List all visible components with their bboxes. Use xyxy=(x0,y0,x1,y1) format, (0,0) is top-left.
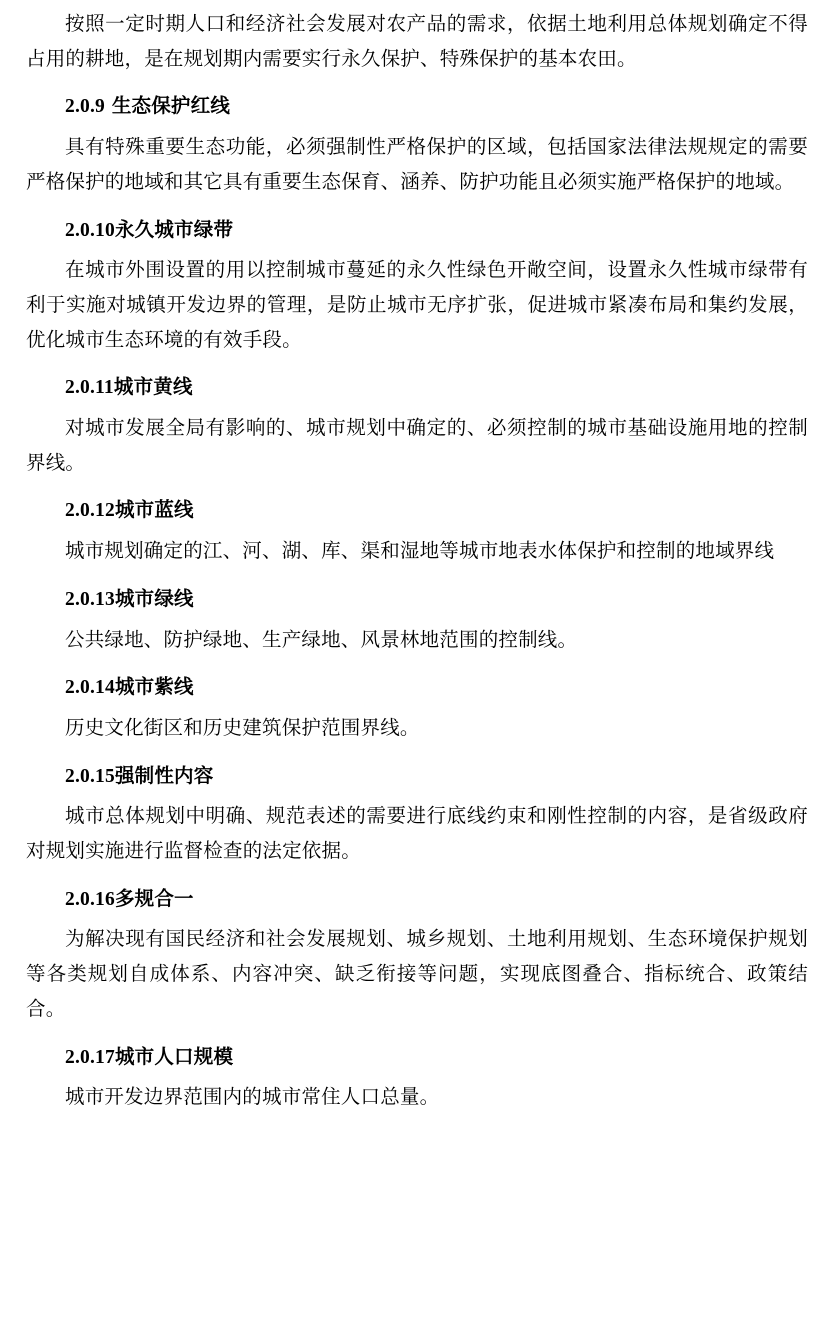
section-heading xyxy=(26,371,808,406)
section-title: 城市蓝线 xyxy=(114,500,194,522)
section-title: 城市绿线 xyxy=(114,588,194,610)
section-title: 城市人口规模 xyxy=(114,1046,234,1068)
section-heading xyxy=(26,883,808,918)
paragraph: 城市开发边界范围内的城市常住人口总量。 xyxy=(65,1087,440,1109)
paragraph: 城市总体规划中明确、规范表述的需要进行底线约束和刚性控制的内容，是省级政府对规划实施进行监督检查的法定依据。 xyxy=(26,806,808,863)
section-number: 2.0.12 xyxy=(65,500,115,522)
section-heading xyxy=(26,214,808,249)
paragraph: 城市规划确定的江、河、湖、库、渠和湿地等城市地表水体保护和控制的地域界线 xyxy=(65,541,775,563)
section-number: 2.0.17 xyxy=(65,1046,115,1068)
paragraph: 历史文化街区和历史建筑保护范围界线。 xyxy=(65,717,420,739)
section-number: 2.0.16 xyxy=(65,888,115,910)
section-heading xyxy=(26,494,808,529)
section-title: 城市紫线 xyxy=(114,677,194,699)
section-title: 永久城市绿带 xyxy=(114,219,234,241)
section-heading xyxy=(26,760,808,795)
section-heading xyxy=(26,671,808,706)
section-heading xyxy=(26,583,808,618)
section-number: 2.0.9 xyxy=(65,96,105,118)
paragraph: 公共绿地、防护绿地、生产绿地、风景林地范围的控制线。 xyxy=(65,629,578,651)
section-heading xyxy=(26,1041,808,1076)
section-number: 2.0.14 xyxy=(65,677,115,699)
section-title: 城市黄线 xyxy=(113,377,193,399)
document-body xyxy=(26,8,808,1129)
paragraph: 在城市外围设置的用以控制城市蔓延的永久性绿色开敞空间，设置永久性城市绿带有利于实施对城镇开发边界的管理，是防止城市无序扩张，促进城市紧凑布局和集约发展，优化城市生态环境的有效手段。 xyxy=(26,260,808,351)
section-title: 强制性内容 xyxy=(114,765,214,787)
paragraph: 为解决现有国民经济和社会发展规划、城乡规划、土地利用规划、生态环境保护规划等各类规划自成体系、内容冲突、缺乏衔接等问题，实现底图叠合、指标统合、政策结合。 xyxy=(26,929,808,1020)
section-number: 2.0.15 xyxy=(65,765,115,787)
section-number: 2.0.13 xyxy=(65,588,115,610)
section-number: 2.0.10 xyxy=(65,219,115,241)
section-title: 生态保护红线 xyxy=(111,96,231,118)
section-title: 多规合一 xyxy=(114,888,194,910)
section-number: 2.0.11 xyxy=(65,377,114,399)
paragraph: 按照一定时期人口和经济社会发展对农产品的需求，依据土地利用总体规划确定不得占用的耕地，是在规划期内需要实行永久保护、特殊保护的基本农田。 xyxy=(26,14,808,70)
section-heading xyxy=(26,90,808,125)
paragraph: 具有特殊重要生态功能，必须强制性严格保护的区域，包括国家法律法规规定的需要严格保护的地域和其它具有重要生态保育、涵养、防护功能且必须实施严格保护的地域。 xyxy=(26,137,808,193)
paragraph: 对城市发展全局有影响的、城市规划中确定的、必须控制的城市基础设施用地的控制界线。 xyxy=(26,418,808,474)
